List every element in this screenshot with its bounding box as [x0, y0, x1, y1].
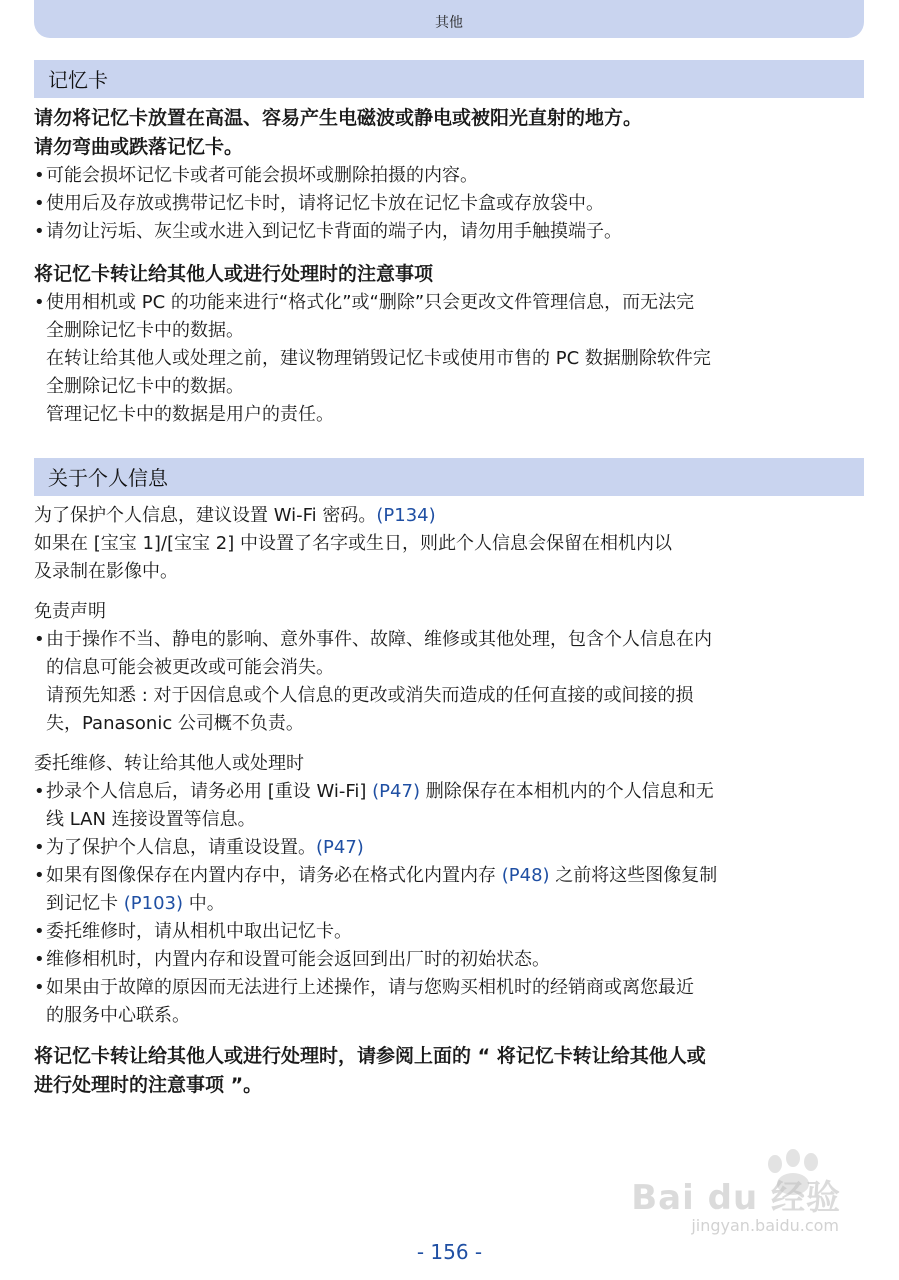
- repair-transfer-heading: 委托维修、转让给其他人或处理时: [34, 753, 304, 774]
- transfer-note-responsibility: 管理记忆卡中的数据是用户的责任。: [46, 404, 334, 425]
- list-item: • 使用后及存放或携带记忆卡时，请将记忆卡放在记忆卡盒或存放袋中。: [34, 190, 864, 218]
- page-header-tab: [34, 0, 864, 38]
- header-title: 其他: [435, 15, 463, 31]
- list-item-text: 如果有图像保存在内置内存中，请务必在格式化内置内存: [46, 865, 502, 886]
- intro-text: 为了保护个人信息，建议设置 Wi-Fi 密码。: [34, 505, 377, 526]
- list-item-continuation: 的服务中心联系。: [46, 1005, 190, 1026]
- list-item-text: 抄录个人信息后，请务必用 [重设 Wi-Fi]: [46, 781, 373, 802]
- list-item-text: 删除保存在本相机内的个人信息和无: [419, 781, 714, 802]
- disclaimer-paragraph: 请预先知悉 : 对于因信息或个人信息的更改或消失而造成的任何直接的或间接的损: [46, 685, 694, 706]
- memory-card-warning-2: 请勿弯曲或跌落记忆卡。: [34, 136, 244, 158]
- list-item-text: 为了保护个人信息，请重设设置。: [46, 837, 316, 858]
- section-title-memory-card: 记忆卡: [34, 60, 864, 98]
- transfer-note-paragraph: 在转让给其他人或处理之前，建议物理销毁记忆卡或使用市售的 PC 数据删除软件完: [46, 348, 711, 369]
- section-title-personal-info: 关于个人信息: [34, 458, 864, 496]
- personal-info-intro-1: [34, 502, 864, 530]
- list-item-continuation: [34, 890, 864, 918]
- list-item: • 如果由于故障的原因而无法进行上述操作，请与您购买相机时的经销商或离您最近: [34, 974, 864, 1002]
- list-item-continuation: 线 LAN 连接设置等信息。: [46, 809, 256, 830]
- page-number: - 156 -: [416, 1240, 483, 1264]
- list-item-continuation: 的信息可能会被更改或可能会消失。: [46, 657, 334, 678]
- memory-card-warning-1: 请勿将记忆卡放置在高温、容易产生电磁波或静电或被阳光直射的地方。: [34, 107, 643, 129]
- closing-note: 将记忆卡转让给其他人或进行处理时，请参阅上面的 “ 将记忆卡转让给其他人或: [34, 1045, 706, 1067]
- personal-info-section-body: [34, 502, 864, 1100]
- page-reference-link[interactable]: (P134): [376, 505, 436, 526]
- list-item: [34, 834, 864, 862]
- list-item: [34, 778, 864, 806]
- page-reference-link[interactable]: (P47): [372, 781, 420, 802]
- personal-info-intro-2: 如果在 [宝宝 1]/[宝宝 2] 中设置了名字或生日，则此个人信息会保留在相机内以: [34, 533, 672, 554]
- list-item: • 由于操作不当、静电的影响、意外事件、故障、维修或其他处理，包含个人信息在内: [34, 626, 864, 654]
- list-item: • 维修相机时，内置内存和设置可能会返回到出厂时的初始状态。: [34, 946, 864, 974]
- page-reference-link[interactable]: (P48): [501, 865, 550, 886]
- page-reference-link[interactable]: (P47): [316, 837, 364, 858]
- list-item-text: 中。: [183, 893, 225, 914]
- closing-note-cont: 进行处理时的注意事项 ”。: [34, 1074, 263, 1096]
- list-item-text: 之前将这些图像复制: [549, 865, 718, 886]
- list-item: • 委托维修时，请从相机中取出记忆卡。: [34, 918, 864, 946]
- personal-info-intro-2-cont: 及录制在影像中。: [34, 561, 178, 582]
- disclaimer-paragraph-cont: 失，Panasonic 公司概不负责。: [46, 713, 304, 734]
- transfer-note-paragraph-cont: 全删除记忆卡中的数据。: [46, 376, 244, 397]
- disclaimer-heading: 免责声明: [34, 601, 106, 622]
- page-reference-link[interactable]: (P103): [123, 893, 183, 914]
- list-item: • 使用相机或 PC 的功能来进行“格式化”或“删除”只会更改文件管理信息，而无法完: [34, 289, 864, 317]
- watermark-brand: Bai du 经验: [631, 1178, 841, 1218]
- memory-card-section-body: [34, 104, 864, 429]
- list-item-text: 到记忆卡: [46, 893, 124, 914]
- transfer-notes-heading: 将记忆卡转让给其他人或进行处理时的注意事项: [34, 263, 434, 285]
- list-item: [34, 862, 864, 890]
- watermark-url: jingyan.baidu.com: [691, 1216, 839, 1235]
- list-item-continuation: 全删除记忆卡中的数据。: [46, 320, 244, 341]
- list-item: • 请勿让污垢、灰尘或水进入到记忆卡背面的端子内，请勿用手触摸端子。: [34, 218, 864, 246]
- list-item: • 可能会损坏记忆卡或者可能会损坏或删除拍摄的内容。: [34, 162, 864, 190]
